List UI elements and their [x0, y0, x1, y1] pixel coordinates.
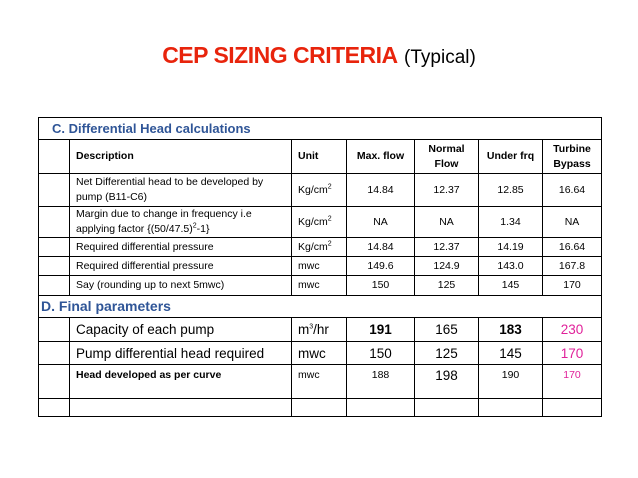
blank-cell: [415, 399, 479, 417]
row-under-frq: 1.34: [479, 207, 543, 238]
row-normal-flow: 12.37: [415, 238, 479, 257]
blank-cell: [479, 399, 543, 417]
row-description: Required differential pressure: [70, 257, 292, 276]
blank-cell: [39, 207, 70, 238]
row-max-flow: 150: [347, 342, 415, 365]
row-description: Margin due to change in frequency i.e applying factor $\{(50/47.5)^2-1\}$: [70, 207, 292, 238]
row-max-flow: 188: [347, 365, 415, 399]
row-normal-flow: 165: [415, 318, 479, 342]
row-unit: $Kg/cm^2$: [292, 238, 347, 257]
row-description: Net Differential head to be developed by pump (B11-C6): [70, 174, 292, 207]
row-unit: $Kg/cm^2$: [292, 174, 347, 207]
row-turbine-bypass: 170: [543, 342, 602, 365]
row-normal-flow: NA: [415, 207, 479, 238]
row-under-frq: 14.19: [479, 238, 543, 257]
table-row: [39, 276, 602, 296]
row-max-flow: 14.84: [347, 238, 415, 257]
blank-cell: [292, 399, 347, 417]
table-row: [39, 238, 602, 257]
row-under-frq: 183: [479, 318, 543, 342]
row-turbine-bypass: 230: [543, 318, 602, 342]
row-turbine-bypass: 16.64: [543, 174, 602, 207]
row-under-frq: 190: [479, 365, 543, 399]
row-description: Capacity of each pump: [70, 318, 292, 342]
row-turbine-bypass: 170: [543, 365, 602, 399]
header-under-frq: Under frq: [479, 140, 543, 174]
blank-cell: [543, 399, 602, 417]
blank-cell: [39, 399, 70, 417]
row-unit: $m^3/hr$: [292, 318, 347, 342]
header-row: [39, 140, 602, 174]
row-turbine-bypass: 16.64: [543, 238, 602, 257]
row-max-flow: 191: [347, 318, 415, 342]
row-description: Pump differential head required: [70, 342, 292, 365]
row-normal-flow: 198: [415, 365, 479, 399]
row-unit: $Kg/cm^2$: [292, 207, 347, 238]
table-row: [39, 174, 602, 207]
blank-cell: [70, 399, 292, 417]
sizing-table: [38, 117, 602, 417]
blank-cell: [39, 257, 70, 276]
row-description: Required differential pressure: [70, 238, 292, 257]
header-max-flow: Max. flow: [347, 140, 415, 174]
section-d-heading: D. Final parameters: [39, 296, 602, 318]
header-unit: Unit: [292, 140, 347, 174]
section-d-row: [39, 296, 602, 318]
header-description: Description: [70, 140, 292, 174]
row-normal-flow: 125: [415, 342, 479, 365]
header-normal-flow: Normal Flow: [415, 140, 479, 174]
row-turbine-bypass: 167.8: [543, 257, 602, 276]
row-max-flow: NA: [347, 207, 415, 238]
row-under-frq: 145: [479, 276, 543, 296]
blank-cell: [39, 276, 70, 296]
blank-cell: [347, 399, 415, 417]
row-under-frq: 143.0: [479, 257, 543, 276]
table-row: [39, 318, 602, 342]
blank-cell: [39, 318, 70, 342]
row-max-flow: 149.6: [347, 257, 415, 276]
row-description: Head developed as per curve: [70, 365, 292, 399]
blank-cell: [39, 238, 70, 257]
row-turbine-bypass: 170: [543, 276, 602, 296]
empty-row: [39, 399, 602, 417]
row-normal-flow: 124.9: [415, 257, 479, 276]
blank-cell: [39, 140, 70, 174]
row-max-flow: 150: [347, 276, 415, 296]
title-sub: (Typical): [404, 47, 476, 68]
title-main: CEP SIZING CRITERIA: [162, 42, 398, 68]
row-under-frq: 145: [479, 342, 543, 365]
row-normal-flow: 125: [415, 276, 479, 296]
slide-title: [0, 42, 638, 69]
table-row: [39, 207, 602, 238]
section-c-heading: C. Differential Head calculations: [39, 118, 602, 140]
row-max-flow: 14.84: [347, 174, 415, 207]
table-row: [39, 342, 602, 365]
row-unit: mwc: [292, 276, 347, 296]
row-unit: mwc: [292, 257, 347, 276]
row-normal-flow: 12.37: [415, 174, 479, 207]
row-turbine-bypass: NA: [543, 207, 602, 238]
table-row: [39, 257, 602, 276]
blank-cell: [39, 365, 70, 399]
row-description: Say (rounding up to next 5mwc): [70, 276, 292, 296]
row-unit: mwc: [292, 342, 347, 365]
header-turbine-bypass: Turbine Bypass: [543, 140, 602, 174]
table-row: [39, 365, 602, 399]
row-unit: mwc: [292, 365, 347, 399]
section-c-row: [39, 118, 602, 140]
blank-cell: [39, 342, 70, 365]
row-under-frq: 12.85: [479, 174, 543, 207]
blank-cell: [39, 174, 70, 207]
